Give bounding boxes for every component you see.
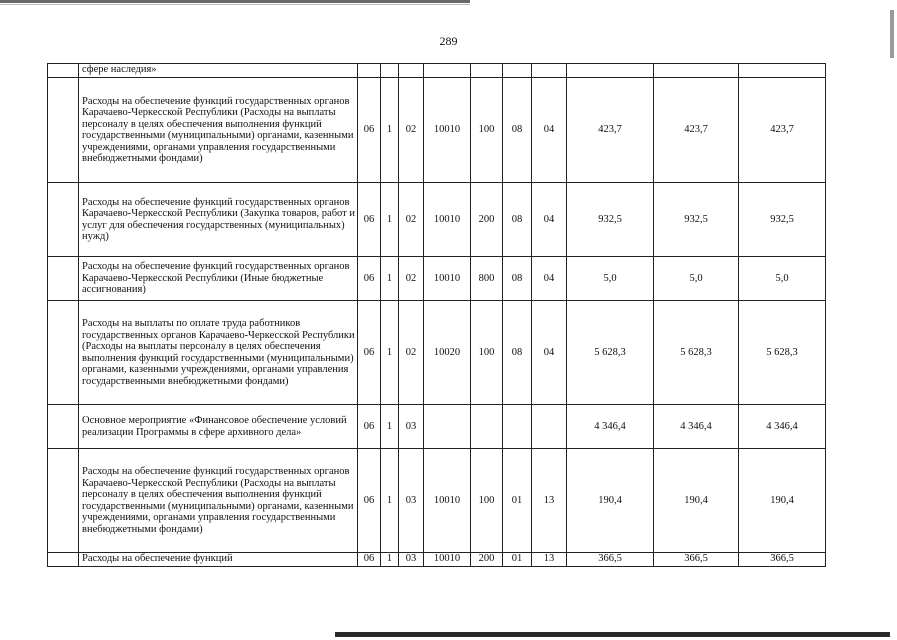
table-row [48, 257, 826, 301]
subsection-code-cell: 04 [532, 257, 567, 301]
amount-year2-cell: 366,5 [654, 553, 739, 567]
ministry-code-cell: 06 [358, 301, 381, 405]
ministry-code-cell: 06 [358, 449, 381, 553]
ministry-code-cell: 06 [358, 183, 381, 257]
program-code-cell: 1 [381, 553, 399, 567]
ministry-code-cell: 06 [358, 553, 381, 567]
direction-code-cell: 10010 [424, 183, 471, 257]
event-code-cell: 02 [399, 183, 424, 257]
amount-year2-cell: 423,7 [654, 78, 739, 183]
section-code-cell [503, 405, 532, 449]
amount-year3-cell: 5 628,3 [739, 301, 826, 405]
program-code-cell: 1 [381, 449, 399, 553]
amount-year3-cell: 366,5 [739, 553, 826, 567]
row-name-cell: Расходы на выплаты по оплате труда работников государственных органов Карачаево-Черкесской Республики (Расходы на выплаты персоналу в целях обеспечения выполнения функций государственными (муниципальными) органами, казенными учреждениями, органами управления государственными внебюджетными фондами) [79, 301, 358, 405]
direction-code-cell: 10010 [424, 553, 471, 567]
ministry-code-cell: 06 [358, 257, 381, 301]
event-code-cell: 02 [399, 257, 424, 301]
direction-code-cell [424, 64, 471, 78]
section-code-cell [503, 64, 532, 78]
row-name-cell: сфере наследия» [79, 64, 358, 78]
scan-edge-top [0, 0, 470, 3]
amount-year3-cell: 5,0 [739, 257, 826, 301]
row-index-cell [48, 449, 79, 553]
amount-year1-cell: 5,0 [567, 257, 654, 301]
ministry-code-cell: 06 [358, 78, 381, 183]
row-index-cell [48, 64, 79, 78]
event-code-cell: 02 [399, 78, 424, 183]
amount-year1-cell: 932,5 [567, 183, 654, 257]
row-index-cell [48, 257, 79, 301]
amount-year1-cell: 423,7 [567, 78, 654, 183]
direction-code-cell: 10020 [424, 301, 471, 405]
amount-year1-cell [567, 64, 654, 78]
event-code-cell: 02 [399, 301, 424, 405]
direction-code-cell: 10010 [424, 449, 471, 553]
program-code-cell [381, 64, 399, 78]
scan-edge-bottom [335, 632, 890, 637]
table-row [48, 405, 826, 449]
subsection-code-cell [532, 405, 567, 449]
section-code-cell: 08 [503, 183, 532, 257]
amount-year3-cell: 190,4 [739, 449, 826, 553]
amount-year2-cell: 5 628,3 [654, 301, 739, 405]
row-index-cell [48, 78, 79, 183]
amount-year2-cell [654, 64, 739, 78]
row-index-cell [48, 553, 79, 567]
amount-year2-cell: 190,4 [654, 449, 739, 553]
direction-code-cell: 10010 [424, 78, 471, 183]
expense-type-cell: 200 [471, 183, 503, 257]
section-code-cell: 01 [503, 553, 532, 567]
amount-year3-cell: 4 346,4 [739, 405, 826, 449]
table-row [48, 64, 826, 78]
event-code-cell [399, 64, 424, 78]
budget-table-body [48, 64, 826, 567]
ministry-code-cell [358, 64, 381, 78]
expense-type-cell: 200 [471, 553, 503, 567]
amount-year1-cell: 190,4 [567, 449, 654, 553]
program-code-cell: 1 [381, 257, 399, 301]
ministry-code-cell: 06 [358, 405, 381, 449]
row-name-cell: Расходы на обеспечение функций государственных органов Карачаево-Черкесской Республики (Расходы на выплаты персоналу в целях обеспечения выполнения функций государственными (муниципальными) органами, казенными учреждениями, органами управления государственными внебюджетными фондами) [79, 449, 358, 553]
table-row [48, 449, 826, 553]
row-index-cell [48, 405, 79, 449]
direction-code-cell [424, 405, 471, 449]
section-code-cell: 08 [503, 257, 532, 301]
amount-year2-cell: 932,5 [654, 183, 739, 257]
table-row [48, 553, 826, 567]
section-code-cell: 08 [503, 301, 532, 405]
scan-edge-top-shadow [0, 4, 470, 5]
subsection-code-cell [532, 64, 567, 78]
program-code-cell: 1 [381, 301, 399, 405]
table-row [48, 78, 826, 183]
budget-table [47, 63, 826, 567]
page-number: 289 [439, 34, 458, 48]
subsection-code-cell: 04 [532, 183, 567, 257]
amount-year3-cell [739, 64, 826, 78]
row-name-cell: Расходы на обеспечение функций государственных органов Карачаево-Черкесской Республики (Закупка товаров, работ и услуг для обеспечения государственных (муниципальных) нужд) [79, 183, 358, 257]
subsection-code-cell: 04 [532, 78, 567, 183]
row-index-cell [48, 301, 79, 405]
row-name-cell: Расходы на обеспечение функций [79, 553, 358, 567]
amount-year3-cell: 932,5 [739, 183, 826, 257]
amount-year1-cell: 4 346,4 [567, 405, 654, 449]
program-code-cell: 1 [381, 183, 399, 257]
amount-year2-cell: 5,0 [654, 257, 739, 301]
expense-type-cell [471, 64, 503, 78]
event-code-cell: 03 [399, 405, 424, 449]
amount-year2-cell: 4 346,4 [654, 405, 739, 449]
amount-year3-cell: 423,7 [739, 78, 826, 183]
table-row [48, 301, 826, 405]
program-code-cell: 1 [381, 78, 399, 183]
subsection-code-cell: 04 [532, 301, 567, 405]
expense-type-cell: 100 [471, 449, 503, 553]
program-code-cell: 1 [381, 405, 399, 449]
row-index-cell [48, 183, 79, 257]
direction-code-cell: 10010 [424, 257, 471, 301]
table-row [48, 183, 826, 257]
row-name-cell: Расходы на обеспечение функций государственных органов Карачаево-Черкесской Республики (Расходы на выплаты персоналу в целях обеспечения выполнения функций государственными (муниципальными) органами, казенными учреждениями, органами управления государственными внебюджетными фондами) [79, 78, 358, 183]
section-code-cell: 08 [503, 78, 532, 183]
subsection-code-cell: 13 [532, 553, 567, 567]
event-code-cell: 03 [399, 449, 424, 553]
amount-year1-cell: 366,5 [567, 553, 654, 567]
expense-type-cell: 100 [471, 301, 503, 405]
event-code-cell: 03 [399, 553, 424, 567]
section-code-cell: 01 [503, 449, 532, 553]
expense-type-cell: 800 [471, 257, 503, 301]
row-name-cell: Расходы на обеспечение функций государственных органов Карачаево-Черкесской Республики (Иные бюджетные ассигнования) [79, 257, 358, 301]
expense-type-cell: 100 [471, 78, 503, 183]
amount-year1-cell: 5 628,3 [567, 301, 654, 405]
expense-type-cell [471, 405, 503, 449]
subsection-code-cell: 13 [532, 449, 567, 553]
row-name-cell: Основное мероприятие «Финансовое обеспечение условий реализации Программы в сфере архивного дела» [79, 405, 358, 449]
